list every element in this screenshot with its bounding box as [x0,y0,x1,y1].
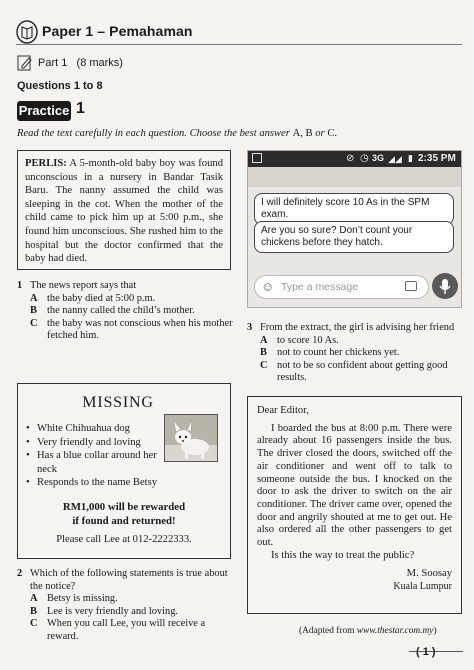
part-marks: (8 marks) [76,57,123,69]
question-number: 1 [17,280,23,291]
option-text: to score 10 As. [277,334,339,346]
option-letter: A [30,292,38,304]
instruction [17,128,337,139]
option-text: When you call Lee, you will receive a reward. [47,618,206,642]
option-text: Betsy is missing. [47,593,118,605]
option-letter: B [30,605,37,617]
reward-notice [18,500,230,528]
news-place: PERLIS: [25,158,67,169]
dog-photo [164,414,218,462]
option-text: the nanny called the child’s mother. [47,305,195,317]
mute-icon: ⊘ [346,153,355,164]
question-1 [17,280,233,343]
option-text: not to count her chickens yet. [277,347,400,359]
pencil-icon [17,54,33,71]
news-report-box [17,150,231,270]
option-letter: A [30,593,38,605]
message-input-placeholder: Type a message [281,281,359,293]
list-item: • Very friendly and loving [26,436,176,450]
microphone-icon [432,273,458,299]
option-c[interactable] [17,618,233,643]
contact-line: Please call Lee at 012-2222333. [56,534,192,545]
letter-box [247,396,462,614]
option-letter: B [260,347,267,359]
instruction-options: A, B [292,128,313,139]
message-bubble-reply: Are you so sure? Don’t count your chickens before they hatch. [254,221,454,253]
instruction-prefix: Read the text carefully in each question. Choose the best answer [17,128,293,139]
page-number: ( 1 ) [416,646,436,658]
chat-wallpaper [248,167,461,187]
missing-details-list [26,422,176,490]
battery-icon: ▮ [408,153,413,163]
option-text: the baby was not conscious when his mother fetched him. [47,317,233,342]
source-url: www.thestar.com.my [356,626,434,636]
microphone-button[interactable] [432,273,458,299]
part-label: Part 1 [38,57,68,69]
practice-number: 1 [76,100,85,117]
letter-salutation: Dear Editor, [257,405,309,416]
gallery-icon [252,153,262,163]
option-c[interactable] [247,360,462,385]
missing-title: MISSING [82,394,154,411]
option-letter: C [260,359,268,371]
option-letter: C [30,618,38,630]
chapter-icon [16,20,38,44]
option-text: Lee is very friendly and loving. [47,605,178,617]
instruction-or: or [312,128,328,139]
option-b[interactable] [17,305,233,318]
emoji-icon[interactable]: ☺ [261,279,275,294]
option-c[interactable] [17,318,233,343]
status-time: 2:35 PM [418,153,456,164]
source-prefix: (Adapted from [299,626,357,636]
questions-range: Questions 1 to 8 [17,80,103,92]
source-suffix: ) [433,626,437,636]
option-a[interactable] [17,293,233,306]
question-3 [247,322,462,385]
question-stem: From the extract, the girl is advising her friend [260,322,455,333]
option-a[interactable] [17,593,233,606]
letter-signature: M. Soosay [406,568,452,580]
option-b[interactable] [247,347,462,360]
option-text: the baby died at 5:00 p.m. [47,292,156,304]
reward-line-2: if found and returned! [72,515,176,527]
camera-icon[interactable] [405,281,417,291]
source-credit [299,626,437,636]
header-divider [16,44,462,45]
option-text: not to be so confident about getting good results. [277,359,448,384]
question-2 [17,568,233,644]
option-letter: A [260,334,268,346]
list-item: • Responds to the name Betsy [26,476,176,490]
chihuahua-illustration [165,415,217,461]
message-bubble-sent: I will definitely score 10 As in the SPM exam. [254,193,454,225]
message-input[interactable] [254,275,429,299]
letter-location: Kuala Lumpur [393,581,452,593]
page-number-value: 1 [422,646,429,658]
letter-body: I boarded the bus at 8:00 p.m. There were already about 16 passengers inside the bus. The driver closed the doors, switched off the air conditioner and went off to talk to someone outside the bus. I knocked on the door to ask the driver to switch on the air conditioner. The driver came over, opened the door and angrily shouted at me to get out. He also ordered all the other passengers to get out. [257,422,452,549]
option-letter: B [30,305,37,317]
option-b[interactable] [17,606,233,619]
reward-line-1: RM1,000 will be rewarded [62,501,186,513]
alarm-icon: ◷ [360,153,369,164]
chat-screenshot [247,150,462,308]
option-a[interactable] [247,335,462,348]
question-number: 3 [247,322,253,333]
paper-title: Paper 1 – Pemahaman [42,23,193,39]
practice-badge: Practice [17,101,71,121]
part-heading [38,57,123,69]
list-item: • White Chihuahua dog [26,422,176,436]
missing-notice-box [17,383,231,559]
question-stem: The news report says that [30,280,137,291]
option-letter: C [30,317,38,329]
question-stem: Which of the following statements is true about the notice? [30,568,228,592]
list-item: • Has a blue collar around her neck [26,449,176,476]
signal-icon: ◢◢ [388,154,402,164]
status-bar [248,151,461,167]
network-type: 3G [372,153,385,163]
instruction-last: C. [327,128,338,139]
news-text: A 5-month-old baby boy was found unconscious in a nursery in Bandar Tasik Baru. The nanny assumed the child was sleeping in the cot. When the mother of the child came to pick him up at 5:00 p.m., she found him unconscious. She rushed him to the hospital but the doctor confirmed that the baby had died. [25,158,223,265]
question-number: 2 [17,568,23,579]
letter-question: Is this the way to treat the public? [271,549,415,561]
